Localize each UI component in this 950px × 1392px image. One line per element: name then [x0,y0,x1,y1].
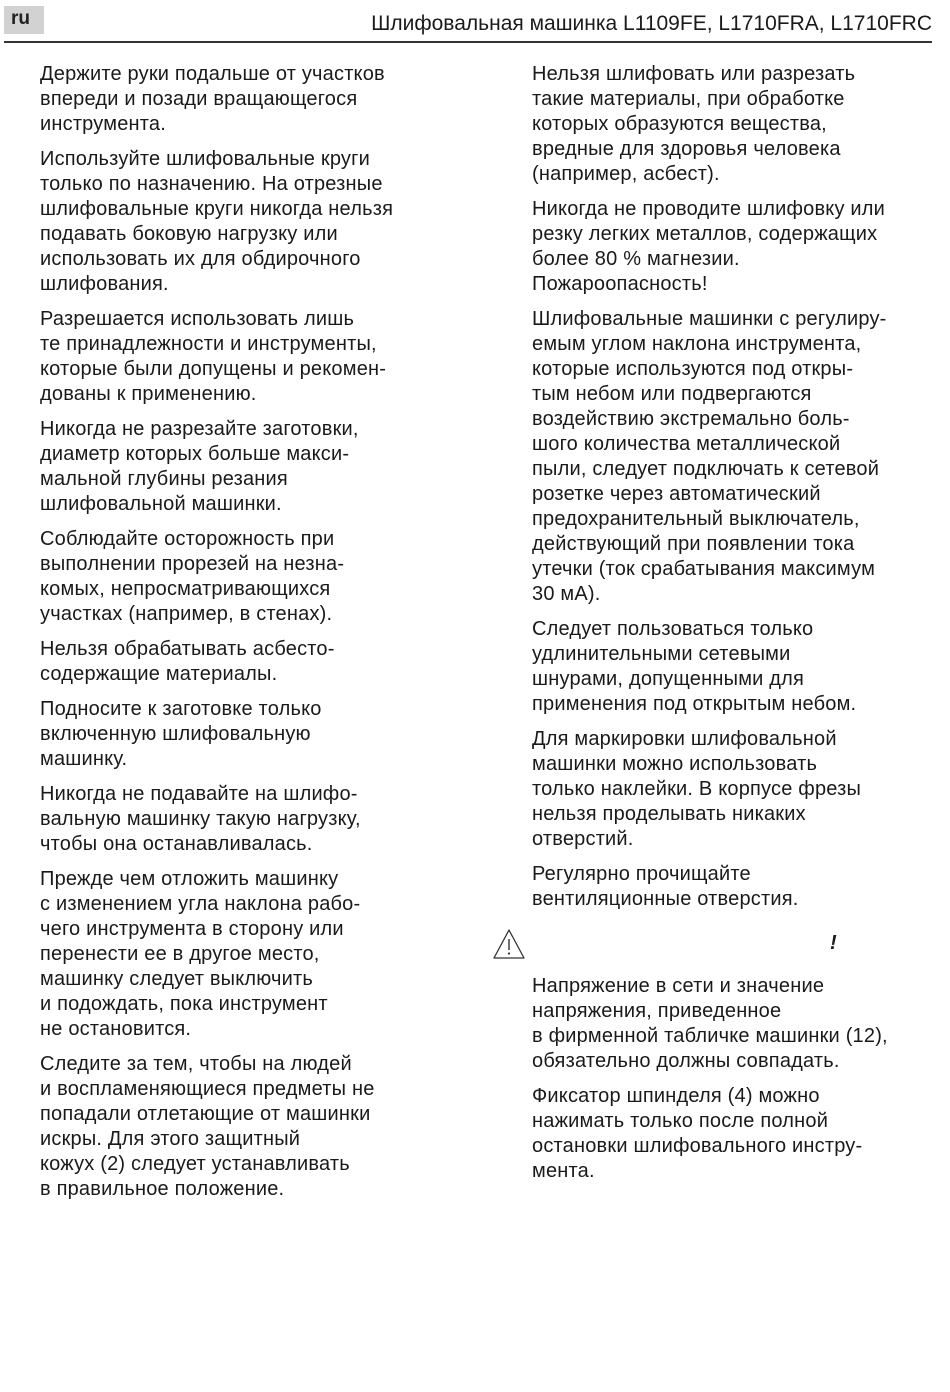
paragraph: Нельзя обрабатывать асбесто- содержащие материалы. [40,638,335,685]
paragraph: Фиксатор шпинделя (4) можно нажимать только после полной остановки шлифовального инстру- мента. [532,1085,863,1182]
paragraph: Следите за тем, чтобы на людей и воспламеняющиеся предметы не попадали отлетающие от машинки искры. Для этого защитный кожух (2) следует устанавливать в правильное положение. [40,1053,375,1200]
header-rule [4,41,932,43]
paragraph: Разрешается использовать лишь те принадлежности и инструменты, которые были допущены и рекомен- дованы к применению. [40,308,387,405]
warning-triangle-icon [492,928,526,960]
paragraph: Следует пользоваться только удлинительными сетевыми шнурами, допущенными для применения под открытым небом. [532,618,857,715]
language-badge: ru [4,6,44,34]
warning-mark: ! [830,932,837,954]
paragraph: Никогда не проводите шлифовку или резку легких металлов, содержащих более 80 % магнезии. Пожароопасность! [532,198,886,295]
paragraph: Подносите к заготовке только включенную шлифовальную машинку. [40,698,322,770]
paragraph: Регулярно прочищайте вентиляционные отверстия. [532,863,799,910]
paragraph: Используйте шлифовальные круги только по назначению. На отрезные шлифовальные круги никогда нельзя подавать боковую нагрузку или использовать их для обдирочного шлифования. [40,148,394,295]
warning-heading [532,928,942,966]
document-title: Шлифовальная машинка L1109FE, L1710FRA, L1710FRC [371,12,932,35]
right-column [532,62,942,1194]
paragraph: Нельзя шлифовать или разрезать такие материалы, при обработке которых образуются вещества, вредные для здоровья человека (например, асбест). [532,63,856,185]
paragraph: Шлифовальные машинки с регулиру- емым углом наклона инструмента, которые используются под откры- тым небом или подвергаются воздействию экстремально боль- шого количества металлической пыли, следует подключать к сетевой розетке через автоматический предохранительный выключатель, действующий при появлении тока утечки (ток срабатывания максимум 30 мА). [532,308,887,605]
paragraph: Прежде чем отложить машинку с изменением угла наклона рабо- чего инструмента в сторону или перенести ее в другое место, машинку следует выключить и подождать, пока инструмент не остановится. [40,868,361,1040]
paragraph: Никогда не разрезайте заготовки, диаметр которых больше макси- мальной глубины резания шлифовальной машинки. [40,418,359,515]
left-column [40,62,460,1212]
paragraph: Соблюдайте осторожность при выполнении прорезей на незна- комых, непросматривающихся участках (например, в стенах). [40,528,345,625]
paragraph: Держите руки подальше от участков впереди и позади вращающегося инструмента. [40,63,385,135]
paragraph: Никогда не подавайте на шлифо- вальную машинку такую нагрузку, чтобы она останавливалась. [40,783,361,855]
paragraph: Напряжение в сети и значение напряжения, приведенное в фирменной табличке машинки (12), обязательно должны совпадать. [532,975,888,1072]
paragraph: Для маркировки шлифовальной машинки можно использовать только наклейки. В корпусе фрезы нельзя проделывать никаких отверстий. [532,728,862,850]
